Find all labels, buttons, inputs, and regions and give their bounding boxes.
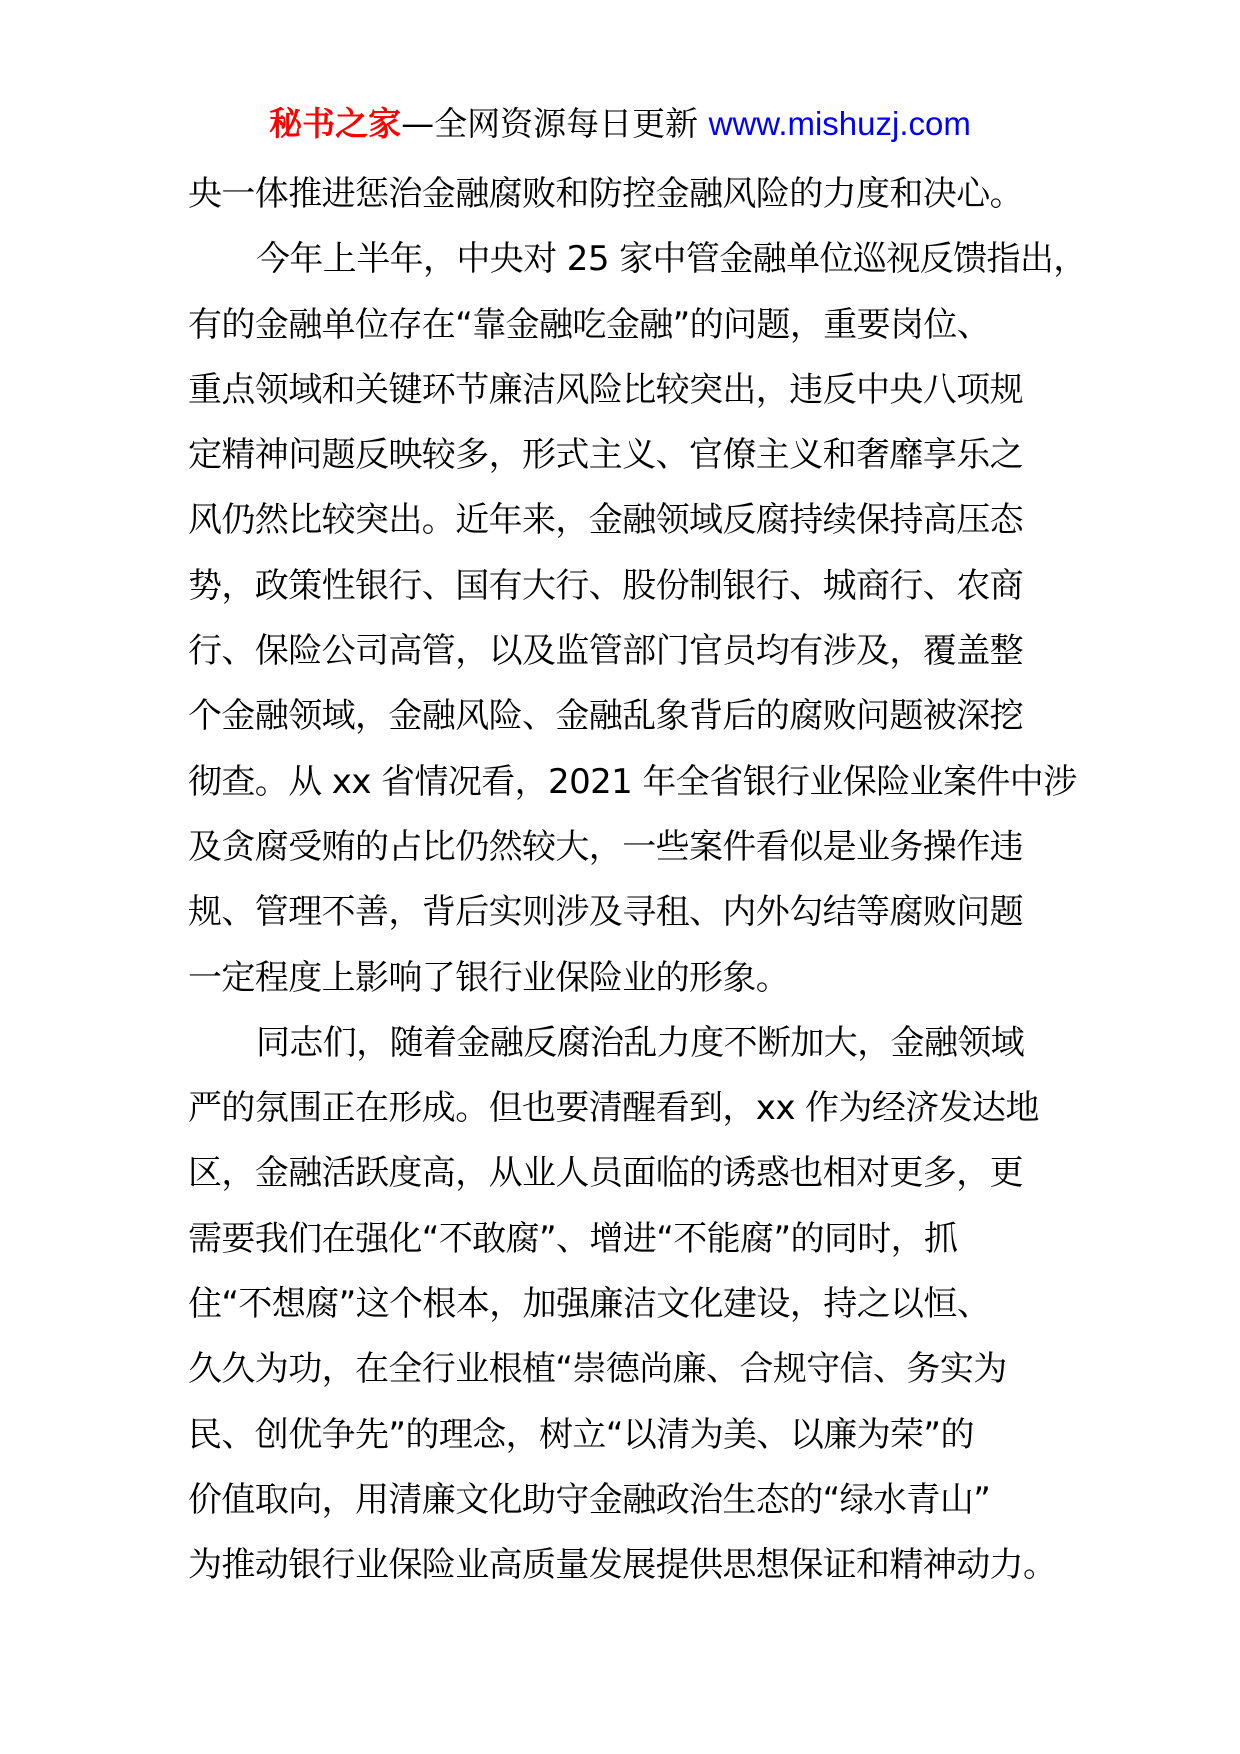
text-line: 久久为功，在全行业根植“崇德尚廉、合规守信、务实为: [188, 1349, 1007, 1390]
text-line: 民、创优争先”的理念，树立“以清为美、以廉为荣”的: [188, 1414, 974, 1455]
text-line: 重点领域和关键环节廉洁风险比较突出，违反中央八项规: [188, 369, 1023, 410]
text-line: 严的氛围正在形成。但也要清醒看到，xx 作为经济发达地: [188, 1088, 1039, 1129]
brand-name: 秘书之家: [269, 104, 402, 143]
header-tagline: —全网资源每日更新: [401, 104, 699, 143]
text-line: 规、管理不善，背后实则涉及寻租、内外勾结等腐败问题: [188, 892, 1023, 933]
text-line: 一定程度上影响了银行业保险业的形象。: [188, 957, 790, 998]
text-line: 价值取向，用清廉文化助守金融政治生态的“绿水青山”: [188, 1479, 991, 1520]
text-line: 需要我们在强化“不敢腐”、增进“不能腐”的同时，抓: [188, 1218, 958, 1259]
text-line: 同志们，随着金融反腐治乱力度不断加大，金融领域: [256, 1022, 1025, 1063]
text-line: 彻查。从 xx 省情况看，2021 年全省银行业保险业案件中涉: [188, 761, 1077, 802]
text-line: 势，政策性银行、国有大行、股份制银行、城商行、农商: [188, 565, 1023, 606]
document-body: [188, 162, 1090, 1599]
text-line: 及贪腐受贿的占比仍然较大，一些案件看似是业务操作违: [188, 826, 1023, 867]
text-line: 今年上半年，中央对 25 家中管金融单位巡视反馈指出，: [256, 239, 1087, 280]
text-line: 央一体推进惩治金融腐败和防控金融风险的力度和决心。: [188, 174, 1023, 214]
paragraph-1: [188, 162, 1090, 227]
text-line: 个金融领域，金融风险、金融乱象背后的腐败问题被深挖: [188, 696, 1023, 737]
text-line: 有的金融单位存在“靠金融吃金融”的问题，重要岗位、: [188, 304, 991, 345]
text-line: 风仍然比较突出。近年来，金融领域反腐持续保持高压态: [188, 500, 1023, 541]
text-line: 为推动银行业保险业高质量发展提供思想保证和精神动力。: [188, 1545, 1057, 1586]
paragraph-2: [188, 227, 1090, 1011]
text-line: 行、保险公司高管，以及监管部门官员均有涉及，覆盖整: [188, 631, 1023, 672]
text-line: 区，金融活跃度高，从业人员面临的诱惑也相对更多，更: [188, 1153, 1023, 1194]
site-url[interactable]: www.mishuzj.com: [708, 105, 971, 142]
paragraph-3: [188, 1011, 1090, 1599]
text-line: 住“不想腐”这个根本，加强廉洁文化建设，持之以恒、: [188, 1284, 991, 1325]
text-line: 定精神问题反映较多，形式主义、官僚主义和奢靡享乐之: [188, 435, 1023, 476]
page-header: [0, 100, 1240, 148]
